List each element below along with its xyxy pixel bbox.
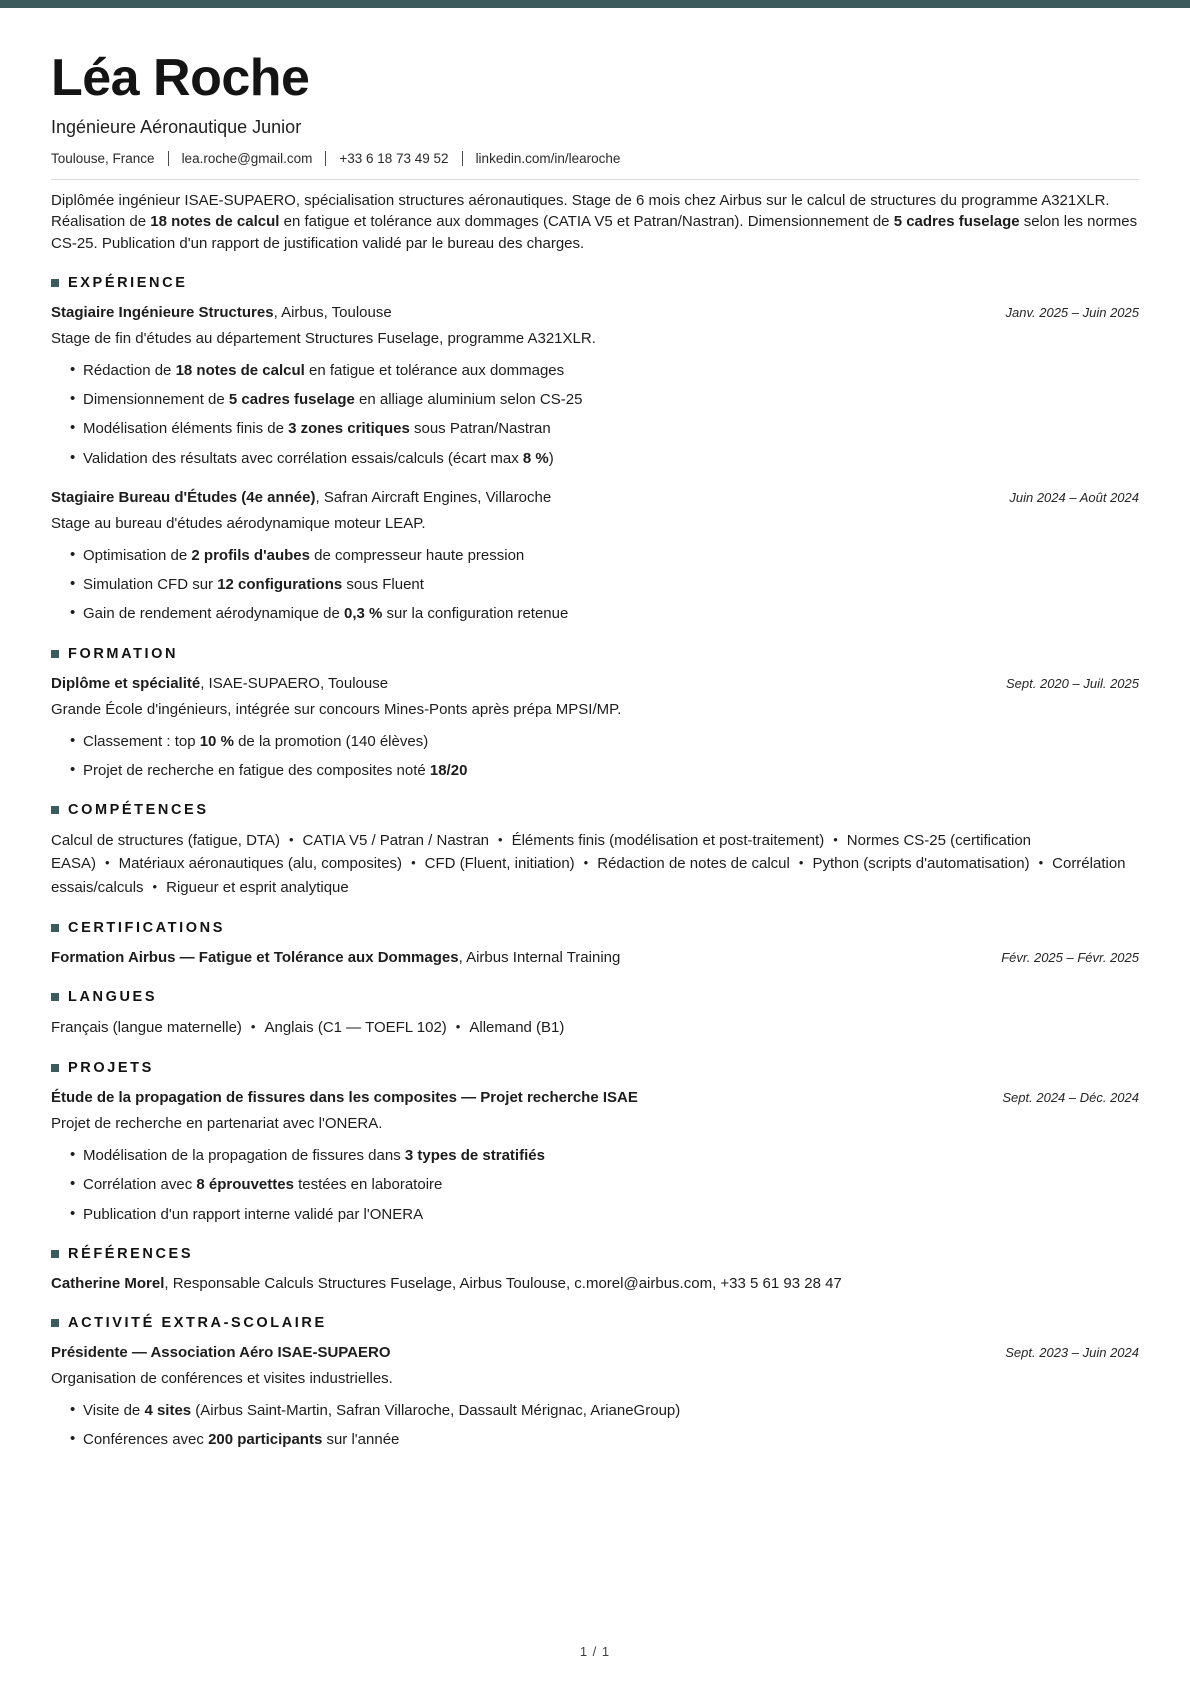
list-separator-dot: • bbox=[152, 878, 158, 894]
text-run-bold: 4 sites bbox=[144, 1401, 192, 1419]
entry bbox=[51, 1273, 1139, 1294]
entry-heading bbox=[51, 1342, 391, 1363]
text-run: (Airbus Saint-Martin, Safran Villaroche, Dassault Mérignac, ArianeGroup) bbox=[191, 1401, 681, 1419]
section-title: FORMATION bbox=[68, 645, 179, 662]
text-run-bold: Formation Airbus — Fatigue et Tolérance aux Dommages bbox=[51, 948, 459, 966]
inline-list-item: Corrélation essais/calculs bbox=[51, 855, 1126, 896]
text-run-bold: 3 types de stratifiés bbox=[404, 1147, 545, 1165]
bullet-item bbox=[70, 1205, 1139, 1225]
section-projets bbox=[51, 1060, 1139, 1225]
job-title: Ingénieure Aéronautique Junior bbox=[51, 117, 302, 138]
bullet-item bbox=[70, 449, 1139, 469]
text-run: Modélisation de la propagation de fissures dans bbox=[83, 1147, 405, 1165]
section-header bbox=[51, 1246, 1139, 1262]
bullet-item bbox=[70, 546, 1139, 566]
section-title: EXPÉRIENCE bbox=[68, 274, 188, 291]
inline-list-item: Calcul de structures (fatigue, DTA) bbox=[51, 832, 280, 850]
inline-list-item: Rédaction de notes de calcul bbox=[597, 855, 790, 873]
section-formation bbox=[51, 646, 1139, 782]
entry-heading bbox=[51, 1273, 842, 1294]
list-separator-dot: • bbox=[288, 832, 294, 848]
section-activite-extra-scolaire bbox=[51, 1315, 1139, 1451]
resume-header bbox=[51, 49, 1139, 167]
text-run-bold: 200 participants bbox=[208, 1431, 323, 1449]
sections-container bbox=[51, 275, 1139, 1451]
entry-heading bbox=[51, 947, 620, 968]
section-experience bbox=[51, 275, 1139, 625]
entry bbox=[51, 673, 1139, 782]
section-header bbox=[51, 802, 1139, 818]
section-header bbox=[51, 1315, 1139, 1331]
list-separator-dot: • bbox=[798, 855, 804, 871]
page-number: 1 / 1 bbox=[579, 1644, 611, 1659]
bullet-item bbox=[70, 1175, 1139, 1195]
text-run: sur la configuration retenue bbox=[382, 605, 569, 623]
text-run-bold: 3 zones critiques bbox=[288, 420, 410, 438]
text-run: , Responsable Calculs Structures Fuselage, Airbus Toulouse, c.morel@airbus.com, +33 5 61 93 28 47 bbox=[164, 1274, 842, 1292]
text-run: Conférences avec bbox=[83, 1431, 209, 1449]
inline-list-item: Matériaux aéronautiques (alu, composites) bbox=[118, 855, 403, 873]
section-marker-square-icon bbox=[51, 650, 59, 658]
contact-separator bbox=[168, 151, 169, 166]
inline-list-item: Python (scripts d'automatisation) bbox=[812, 855, 1030, 873]
bullet-item bbox=[70, 419, 1139, 439]
entry-heading-row bbox=[51, 1273, 1139, 1294]
section-title: COMPÉTENCES bbox=[68, 802, 209, 819]
text-run: Corrélation avec bbox=[83, 1176, 197, 1194]
section-title: CERTIFICATIONS bbox=[68, 919, 225, 936]
list-separator-dot: • bbox=[250, 1018, 256, 1034]
entry-heading-row bbox=[51, 947, 1139, 968]
text-run-bold: 8 % bbox=[522, 449, 549, 467]
section-title: ACTIVITÉ EXTRA-SCOLAIRE bbox=[68, 1314, 327, 1331]
inline-list-item: Allemand (B1) bbox=[469, 1018, 565, 1036]
text-run-bold: Stagiaire Ingénieure Structures bbox=[51, 303, 274, 321]
text-run: selon les normes CS-25. Publication d'un rapport de justification validé par le bureau des charges. bbox=[51, 213, 1138, 252]
entry-heading-row bbox=[51, 302, 1139, 323]
text-run: en fatigue et tolérance aux dommages bbox=[304, 361, 565, 379]
entry-heading bbox=[51, 487, 551, 508]
entry-subtitle: Stage au bureau d'études aérodynamique moteur LEAP. bbox=[51, 514, 426, 532]
text-run: sous Patran/Nastran bbox=[409, 420, 551, 438]
inline-list bbox=[51, 829, 1139, 899]
inline-list-item: Rigueur et esprit analytique bbox=[166, 878, 349, 896]
bullet-list bbox=[51, 361, 1139, 469]
section-marker-square-icon bbox=[51, 1250, 59, 1258]
list-separator-dot: • bbox=[105, 855, 110, 871]
text-run: Dimensionnement de bbox=[83, 391, 229, 409]
list-separator-dot: • bbox=[411, 855, 416, 871]
section-marker-square-icon bbox=[51, 924, 59, 932]
entry-date: Sept. 2024 – Déc. 2024 bbox=[1002, 1090, 1139, 1106]
list-separator-dot: • bbox=[455, 1018, 461, 1034]
bullet-list bbox=[51, 1401, 1139, 1451]
resume-content bbox=[0, 8, 1190, 1450]
entry-heading-row bbox=[51, 487, 1139, 508]
contact-separator bbox=[325, 151, 326, 166]
section-header bbox=[51, 920, 1139, 936]
text-run: en alliage aluminium selon CS-25 bbox=[354, 391, 583, 409]
entry-date: Sept. 2023 – Juin 2024 bbox=[1005, 1344, 1139, 1360]
text-run: Projet de recherche en fatigue des composites noté bbox=[83, 761, 430, 779]
text-run: Publication d'un rapport interne validé par l'ONERA bbox=[83, 1205, 424, 1223]
text-run: testées en laboratoire bbox=[293, 1176, 443, 1194]
bullet-item bbox=[70, 361, 1139, 381]
contact-item: +33 6 18 73 49 52 bbox=[339, 151, 449, 167]
text-run: Validation des résultats avec corrélation essais/calculs (écart max bbox=[83, 449, 523, 467]
inline-list-item: Normes CS-25 (certification EASA) bbox=[51, 832, 1031, 873]
entry-heading bbox=[51, 673, 388, 694]
section-header bbox=[51, 275, 1139, 291]
text-run: , Airbus, Toulouse bbox=[273, 303, 392, 321]
text-run: Simulation CFD sur bbox=[83, 576, 218, 594]
bullet-list bbox=[51, 1146, 1139, 1225]
section-competences bbox=[51, 802, 1139, 899]
entry-heading-row bbox=[51, 1342, 1139, 1363]
text-run-bold: 5 cadres fuselage bbox=[228, 391, 355, 409]
entry-date: Févr. 2025 – Févr. 2025 bbox=[1001, 949, 1139, 965]
text-run-bold: 10 % bbox=[199, 732, 234, 750]
text-run: sur l'année bbox=[322, 1431, 400, 1449]
text-run: sous Fluent bbox=[342, 576, 424, 594]
text-run-bold: Diplôme et spécialité bbox=[51, 674, 201, 692]
text-run: Visite de bbox=[83, 1401, 145, 1419]
text-run: Rédaction de bbox=[83, 361, 176, 379]
text-run: de la promotion (140 élèves) bbox=[233, 732, 429, 750]
bullet-item bbox=[70, 732, 1139, 752]
section-header bbox=[51, 646, 1139, 662]
section-marker-square-icon bbox=[51, 993, 59, 1001]
text-run: , Safran Aircraft Engines, Villaroche bbox=[315, 488, 552, 506]
entry-heading bbox=[51, 302, 392, 323]
bullet-list bbox=[51, 732, 1139, 782]
text-run: Diplômée ingénieur ISAE-SUPAERO, spécialisation structures aéronautiques. Stage de 6 mois chez Airbus sur le calcul de structures du programme A321XLR. Réalisation de bbox=[51, 192, 1110, 231]
text-run-bold: 12 configurations bbox=[217, 576, 343, 594]
section-title: LANGUES bbox=[68, 988, 158, 1005]
entry bbox=[51, 302, 1139, 469]
text-run-bold: 0,3 % bbox=[344, 605, 383, 623]
entry bbox=[51, 1342, 1139, 1451]
list-separator-dot: • bbox=[1038, 855, 1044, 871]
entry-subtitle: Stage de fin d'études au département Structures Fuselage, programme A321XLR. bbox=[51, 329, 596, 347]
text-run-bold: Étude de la propagation de fissures dans les composites — Projet recherche ISAE bbox=[51, 1089, 638, 1107]
section-marker-square-icon bbox=[51, 806, 59, 814]
text-run-bold: 2 profils d'aubes bbox=[191, 546, 310, 564]
text-run-bold: 8 éprouvettes bbox=[196, 1176, 294, 1194]
list-separator-dot: • bbox=[498, 832, 503, 848]
entry-subtitle: Organisation de conférences et visites industrielles. bbox=[51, 1369, 393, 1387]
text-run: Gain de rendement aérodynamique de bbox=[83, 605, 345, 623]
entry-date: Janv. 2025 – Juin 2025 bbox=[1005, 304, 1139, 320]
entry bbox=[51, 947, 1139, 968]
entry-subtitle: Projet de recherche en partenariat avec l'ONERA. bbox=[51, 1115, 383, 1133]
section-references bbox=[51, 1246, 1139, 1294]
text-run: en fatigue et tolérance aux dommages (CATIA V5 et Patran/Nastran). Dimensionnement de bbox=[279, 213, 894, 231]
bullet-item bbox=[70, 604, 1139, 624]
text-run-bold: Catherine Morel bbox=[51, 1274, 165, 1292]
inline-list-item: CFD (Fluent, initiation) bbox=[424, 855, 575, 873]
text-run: , Airbus Internal Training bbox=[458, 948, 621, 966]
header-divider bbox=[51, 179, 1139, 180]
section-header bbox=[51, 989, 1139, 1005]
entry-date: Sept. 2020 – Juil. 2025 bbox=[1006, 675, 1139, 691]
text-run: de compresseur haute pression bbox=[309, 546, 525, 564]
contact-separator bbox=[462, 151, 463, 166]
contact-item: linkedin.com/in/learoche bbox=[475, 151, 621, 167]
entry bbox=[51, 487, 1139, 625]
candidate-name: Léa Roche bbox=[51, 49, 310, 107]
text-run: Modélisation éléments finis de bbox=[83, 420, 289, 438]
bullet-item bbox=[70, 1146, 1139, 1166]
section-header bbox=[51, 1060, 1139, 1076]
top-accent-bar bbox=[0, 0, 1190, 8]
list-separator-dot: • bbox=[833, 832, 838, 848]
text-run-bold: Stagiaire Bureau d'Études (4e année) bbox=[51, 488, 316, 506]
entry-heading-row bbox=[51, 673, 1139, 694]
inline-list-item: Éléments finis (modélisation et post-traitement) bbox=[511, 832, 825, 850]
section-title: RÉFÉRENCES bbox=[68, 1245, 194, 1262]
contact-row bbox=[51, 151, 1139, 166]
contact-item: Toulouse, France bbox=[51, 151, 155, 167]
text-run-bold: 18 notes de calcul bbox=[175, 361, 305, 379]
text-run-bold: Présidente — Association Aéro ISAE-SUPAERO bbox=[51, 1343, 391, 1361]
list-separator-dot: • bbox=[583, 855, 589, 871]
inline-list-item: CATIA V5 / Patran / Nastran bbox=[302, 832, 490, 850]
inline-list bbox=[51, 1016, 1139, 1039]
text-run: , ISAE-SUPAERO, Toulouse bbox=[200, 674, 389, 692]
bullet-item bbox=[70, 1430, 1139, 1450]
bullet-item bbox=[70, 761, 1139, 781]
entry-date: Juin 2024 – Août 2024 bbox=[1009, 489, 1139, 505]
text-run-bold: 18/20 bbox=[429, 761, 468, 779]
section-marker-square-icon bbox=[51, 279, 59, 287]
bullet-item bbox=[70, 390, 1139, 410]
text-run: ) bbox=[548, 449, 554, 467]
entry-heading-row bbox=[51, 1087, 1139, 1108]
section-marker-square-icon bbox=[51, 1064, 59, 1072]
contact-item: lea.roche@gmail.com bbox=[181, 151, 313, 167]
section-marker-square-icon bbox=[51, 1319, 59, 1327]
inline-list-item: Français (langue maternelle) bbox=[51, 1018, 242, 1036]
summary-text bbox=[51, 190, 1139, 254]
entry bbox=[51, 1087, 1139, 1225]
section-certifications bbox=[51, 920, 1139, 968]
text-run-bold: 5 cadres fuselage bbox=[893, 213, 1020, 231]
text-run-bold: 18 notes de calcul bbox=[150, 213, 280, 231]
text-run: Classement : top bbox=[83, 732, 200, 750]
text-run: Optimisation de bbox=[83, 546, 192, 564]
bullet-list bbox=[51, 546, 1139, 625]
section-langues bbox=[51, 989, 1139, 1039]
entry-subtitle: Grande École d'ingénieurs, intégrée sur concours Mines-Ponts après prépa MPSI/MP. bbox=[51, 700, 622, 718]
inline-list-item: Anglais (C1 — TOEFL 102) bbox=[264, 1018, 447, 1036]
entry-heading bbox=[51, 1087, 638, 1108]
bullet-item bbox=[70, 575, 1139, 595]
bullet-item bbox=[70, 1401, 1139, 1421]
section-title: PROJETS bbox=[68, 1060, 154, 1077]
